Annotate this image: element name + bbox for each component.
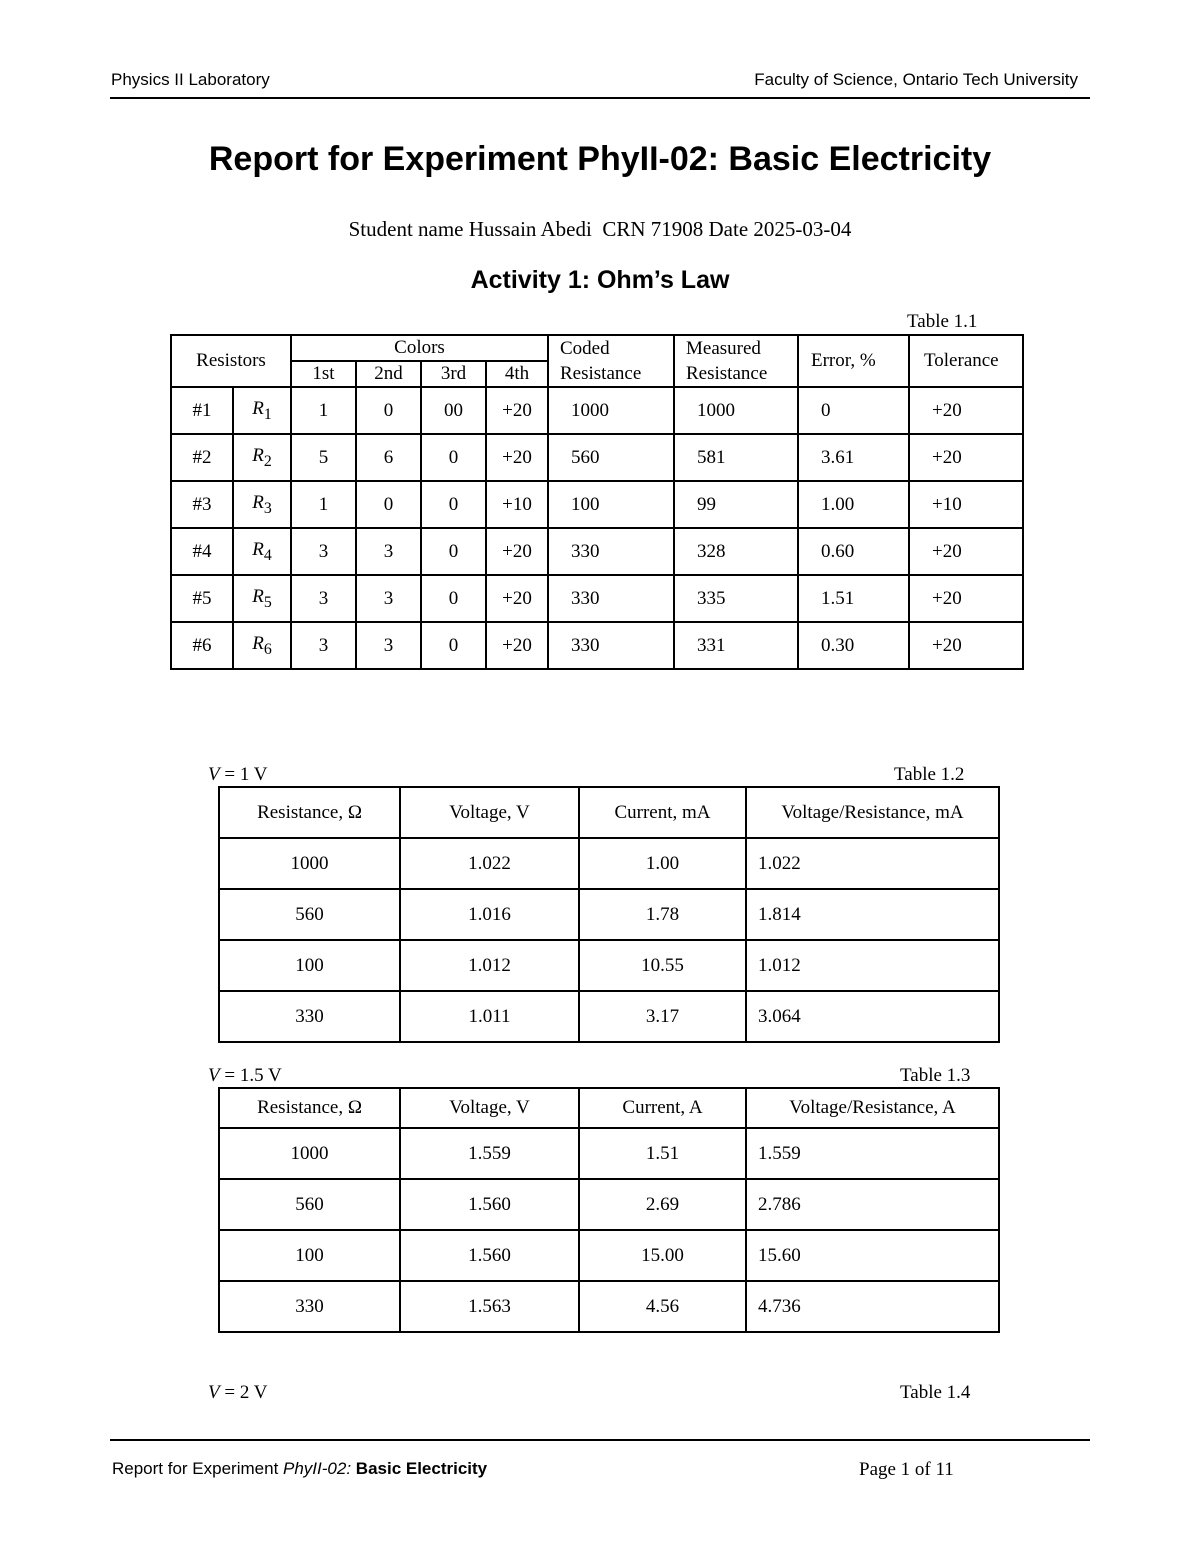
ratio-cell: 1.559 xyxy=(746,1128,999,1179)
band-4: +10 xyxy=(486,481,548,528)
resistor-color-table xyxy=(170,334,1024,670)
resistor-id: #6 xyxy=(171,622,233,669)
table-row xyxy=(171,528,1023,575)
header-band-2: 2nd xyxy=(356,361,421,387)
band-3: 0 xyxy=(421,434,486,481)
table-row xyxy=(219,1128,999,1179)
column-header: Resistance, Ω xyxy=(219,787,400,838)
coded-resistance: 330 xyxy=(548,528,674,575)
resistor-id: #1 xyxy=(171,387,233,434)
measured-resistance: 335 xyxy=(674,575,798,622)
table-row xyxy=(171,387,1023,434)
band-2: 3 xyxy=(356,622,421,669)
band-2: 3 xyxy=(356,528,421,575)
voltage-cell: 1.012 xyxy=(400,940,579,991)
band-1: 3 xyxy=(291,528,356,575)
ratio-cell: 2.786 xyxy=(746,1179,999,1230)
coded-resistance: 100 xyxy=(548,481,674,528)
band-1: 3 xyxy=(291,575,356,622)
voltage-cell: 1.563 xyxy=(400,1281,579,1332)
table-row xyxy=(171,575,1023,622)
current-cell: 10.55 xyxy=(579,940,746,991)
resistor-id: #2 xyxy=(171,434,233,481)
tolerance: +20 xyxy=(909,528,1023,575)
ratio-cell: 4.736 xyxy=(746,1281,999,1332)
voltage-cell: 1.022 xyxy=(400,838,579,889)
band-2: 3 xyxy=(356,575,421,622)
measured-resistance: 331 xyxy=(674,622,798,669)
table-1-4-voltage: V = 2 V xyxy=(208,1382,268,1403)
table-row xyxy=(219,889,999,940)
band-2: 0 xyxy=(356,387,421,434)
report-title: Report for Experiment PhyII-02: Basic Electricity xyxy=(208,140,992,178)
voltage-1-5v-table xyxy=(218,1087,1000,1333)
resistor-id: #5 xyxy=(171,575,233,622)
column-header: Current, A xyxy=(579,1088,746,1128)
column-header: Voltage, V xyxy=(400,787,579,838)
band-3: 00 xyxy=(421,387,486,434)
resistance-cell: 1000 xyxy=(219,1128,400,1179)
table-row xyxy=(219,1281,999,1332)
ratio-cell: 3.064 xyxy=(746,991,999,1042)
header-divider xyxy=(110,97,1090,99)
error-percent: 1.51 xyxy=(798,575,909,622)
current-cell: 3.17 xyxy=(579,991,746,1042)
table-row xyxy=(219,940,999,991)
current-cell: 1.78 xyxy=(579,889,746,940)
band-1: 3 xyxy=(291,622,356,669)
voltage-cell: 1.560 xyxy=(400,1230,579,1281)
table-1-1-caption: Table 1.1 xyxy=(907,311,978,332)
column-header: Current, mA xyxy=(579,787,746,838)
voltage-1v-table xyxy=(218,786,1000,1043)
footer-report-title: Report for Experiment PhyII-02: Basic Electricity xyxy=(112,1459,488,1478)
current-cell: 2.69 xyxy=(579,1179,746,1230)
band-2: 6 xyxy=(356,434,421,481)
band-2: 0 xyxy=(356,481,421,528)
band-3: 0 xyxy=(421,575,486,622)
measured-resistance: 99 xyxy=(674,481,798,528)
resistor-symbol: $R_2$ xyxy=(233,434,291,481)
band-4: +20 xyxy=(486,575,548,622)
column-header: Resistance, Ω xyxy=(219,1088,400,1128)
resistor-symbol: $R_4$ xyxy=(233,528,291,575)
table-row xyxy=(171,434,1023,481)
header-band-4: 4th xyxy=(486,361,548,387)
band-3: 0 xyxy=(421,481,486,528)
coded-resistance: 330 xyxy=(548,622,674,669)
resistor-symbol: $R_3$ xyxy=(233,481,291,528)
header-faculty: Faculty of Science, Ontario Tech University xyxy=(754,70,1078,89)
tolerance: +10 xyxy=(909,481,1023,528)
ratio-cell: 1.012 xyxy=(746,940,999,991)
resistance-cell: 1000 xyxy=(219,838,400,889)
resistor-id: #4 xyxy=(171,528,233,575)
header-error: Error, % xyxy=(798,335,909,387)
header-band-1: 1st xyxy=(291,361,356,387)
table-row xyxy=(171,481,1023,528)
table-row xyxy=(219,991,999,1042)
column-header: Voltage/Resistance, mA xyxy=(746,787,999,838)
band-4: +20 xyxy=(486,434,548,481)
header-resistors: Resistors xyxy=(171,335,291,387)
coded-resistance: 1000 xyxy=(548,387,674,434)
measured-resistance: 328 xyxy=(674,528,798,575)
current-cell: 4.56 xyxy=(579,1281,746,1332)
resistor-symbol: $R_5$ xyxy=(233,575,291,622)
table-row xyxy=(219,1179,999,1230)
resistance-cell: 560 xyxy=(219,1179,400,1230)
tolerance: +20 xyxy=(909,575,1023,622)
resistor-symbol: $R_6$ xyxy=(233,622,291,669)
table-1-4-caption: Table 1.4 xyxy=(900,1382,971,1403)
student-info: Student name Hussain Abedi CRN 71908 Date 2025-03-04 xyxy=(348,217,852,241)
coded-resistance: 560 xyxy=(548,434,674,481)
band-4: +20 xyxy=(486,528,548,575)
header-colors: Colors xyxy=(291,335,548,361)
resistance-cell: 330 xyxy=(219,1281,400,1332)
ratio-cell: 1.814 xyxy=(746,889,999,940)
voltage-cell: 1.560 xyxy=(400,1179,579,1230)
current-cell: 1.00 xyxy=(579,838,746,889)
band-1: 5 xyxy=(291,434,356,481)
activity-heading: Activity 1: Ohm’s Law xyxy=(470,266,730,294)
table-header-row xyxy=(219,1088,999,1128)
resistance-cell: 330 xyxy=(219,991,400,1042)
band-1: 1 xyxy=(291,387,356,434)
resistor-symbol: $R_1$ xyxy=(233,387,291,434)
error-percent: 0.60 xyxy=(798,528,909,575)
band-1: 1 xyxy=(291,481,356,528)
resistance-cell: 560 xyxy=(219,889,400,940)
error-percent: 3.61 xyxy=(798,434,909,481)
table-row xyxy=(171,622,1023,669)
band-4: +20 xyxy=(486,387,548,434)
resistance-cell: 100 xyxy=(219,940,400,991)
error-percent: 0 xyxy=(798,387,909,434)
column-header: Voltage/Resistance, A xyxy=(746,1088,999,1128)
tolerance: +20 xyxy=(909,387,1023,434)
header-course: Physics II Laboratory xyxy=(111,70,270,89)
band-4: +20 xyxy=(486,622,548,669)
voltage-cell: 1.016 xyxy=(400,889,579,940)
column-header: Voltage, V xyxy=(400,1088,579,1128)
table-header-row xyxy=(219,787,999,838)
resistor-id: #3 xyxy=(171,481,233,528)
measured-resistance: 1000 xyxy=(674,387,798,434)
error-percent: 1.00 xyxy=(798,481,909,528)
table-1-3-voltage: V = 1.5 V xyxy=(208,1065,282,1086)
voltage-cell: 1.559 xyxy=(400,1128,579,1179)
table-row xyxy=(219,838,999,889)
table-row xyxy=(219,1230,999,1281)
table-1-2-caption: Table 1.2 xyxy=(894,764,965,785)
band-3: 0 xyxy=(421,622,486,669)
footer-divider xyxy=(110,1439,1090,1441)
ratio-cell: 15.60 xyxy=(746,1230,999,1281)
header-tolerance: Tolerance xyxy=(909,335,1023,387)
table-1-3-caption: Table 1.3 xyxy=(900,1065,971,1086)
tolerance: +20 xyxy=(909,622,1023,669)
header-measured-resistance: Measured Resistance xyxy=(674,335,798,387)
voltage-cell: 1.011 xyxy=(400,991,579,1042)
table-1-2-voltage: V = 1 V xyxy=(208,764,268,785)
band-3: 0 xyxy=(421,528,486,575)
ratio-cell: 1.022 xyxy=(746,838,999,889)
current-cell: 1.51 xyxy=(579,1128,746,1179)
error-percent: 0.30 xyxy=(798,622,909,669)
coded-resistance: 330 xyxy=(548,575,674,622)
header-band-3: 3rd xyxy=(421,361,486,387)
current-cell: 15.00 xyxy=(579,1230,746,1281)
resistance-cell: 100 xyxy=(219,1230,400,1281)
tolerance: +20 xyxy=(909,434,1023,481)
measured-resistance: 581 xyxy=(674,434,798,481)
page-number: Page 1 of 11 xyxy=(859,1459,954,1480)
header-coded-resistance: Coded Resistance xyxy=(548,335,674,387)
